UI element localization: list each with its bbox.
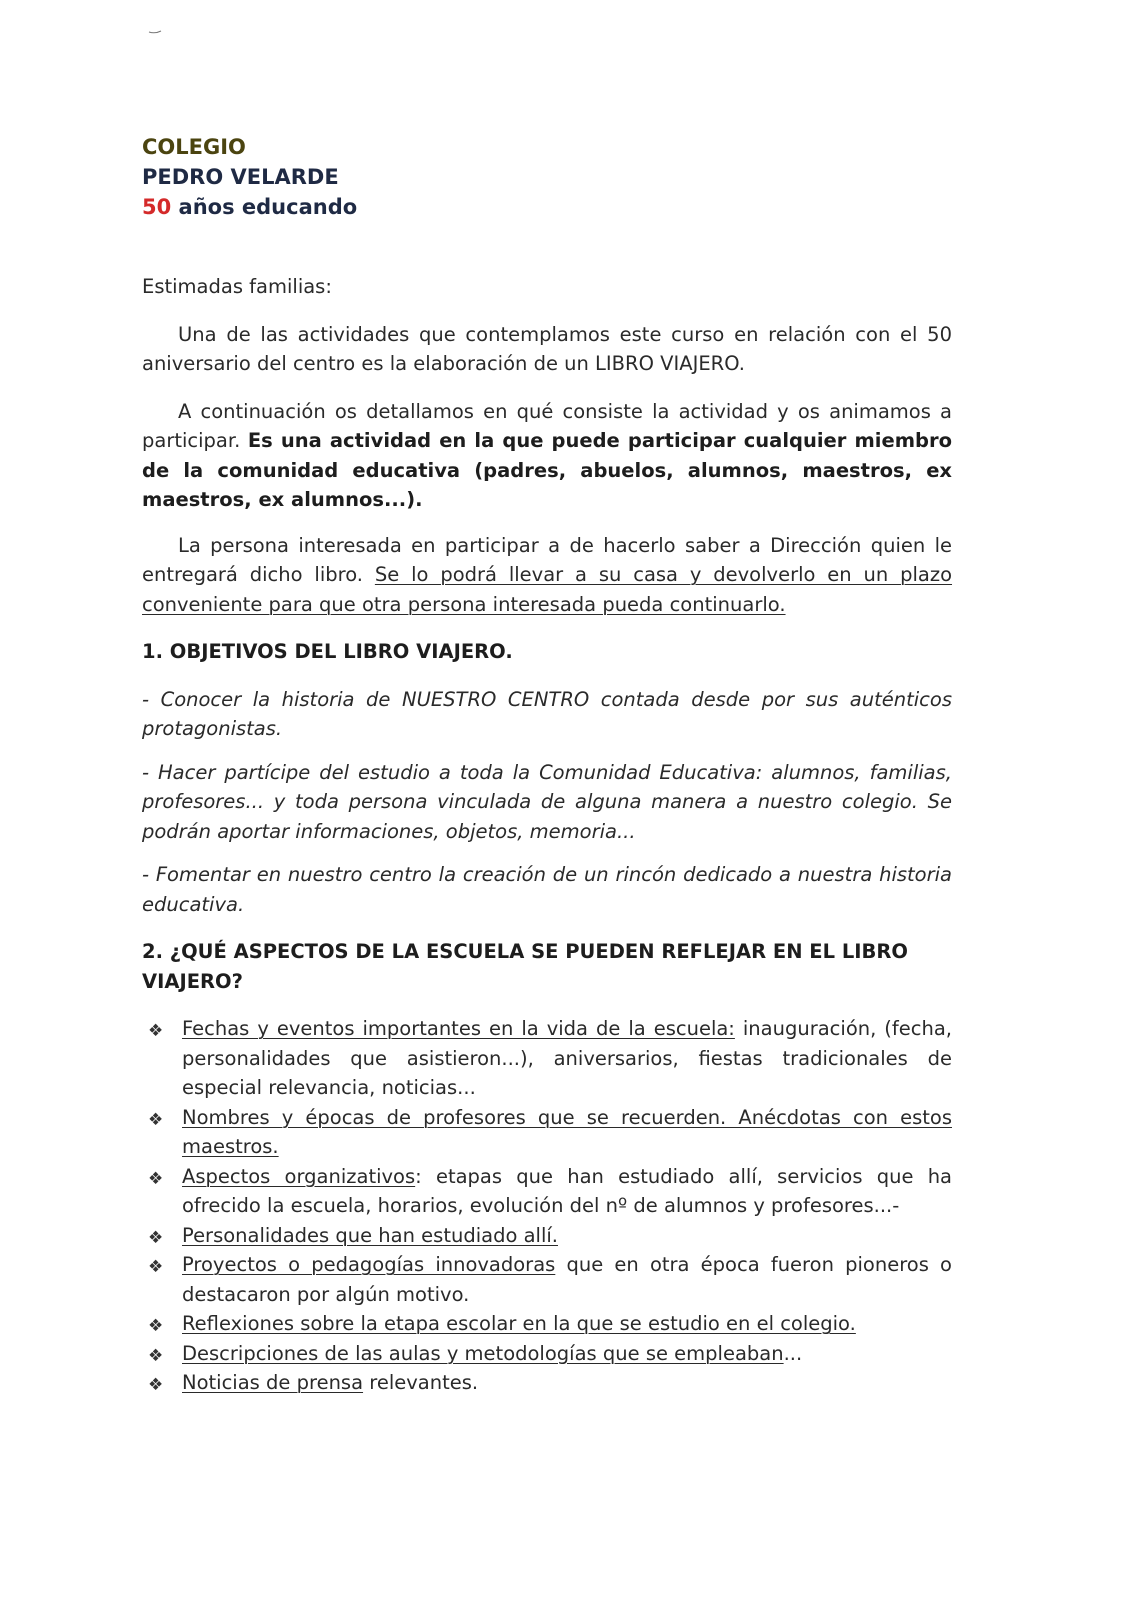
- aspect-underlined: Reflexiones sobre la etapa escolar en la que se estudio en el colegio.: [182, 1312, 856, 1335]
- intro-paragraph: Una de las actividades que contemplamos este curso en relación con el 50 aniversario del centro es la elaboración de un LIBRO VIAJERO.: [142, 322, 952, 375]
- aspect-underlined: Proyectos o pedagogías innovadoras: [182, 1253, 556, 1276]
- diamond-bullet-icon: ❖: [148, 1345, 164, 1366]
- objective-item: - Hacer partícipe del estudio a toda la Comunidad Educativa: alumnos, familias, profesores... y toda persona vinculada de alguna manera a nuestro colegio. Se podrán aportar informaciones, objetos, memoria...: [142, 760, 952, 843]
- diamond-bullet-icon: ❖: [148, 1375, 164, 1395]
- aspects-list: [142, 1014, 952, 1398]
- objective-item: - Fomentar en nuestro centro la creación de un rincón dedicado a nuestra historia educativa.: [142, 863, 952, 916]
- aspect-text: : etapas que han estudiado allí, servicios que ha ofrecido la escuela, horarios, evolución del nº de alumnos y profesores...-: [182, 1164, 953, 1217]
- aspect-text: que en otra época fueron pioneros o destacaron por algún motivo.: [182, 1253, 952, 1306]
- list-item: [142, 1103, 952, 1162]
- list-item: [142, 1162, 952, 1221]
- diamond-bullet-icon: ❖: [148, 1021, 164, 1041]
- section-objectives-title: 1. OBJETIVOS DEL LIBRO VIAJERO.: [142, 640, 513, 663]
- aspect-underlined: Personalidades que han estudiado allí.: [182, 1223, 558, 1247]
- participation-text: La persona interesada en participar a de hacerlo saber a Dirección quien le entregará dicho libro.: [142, 533, 952, 586]
- list-item: [142, 1309, 952, 1339]
- aspect-underlined: Nombres y épocas de profesores que se recuerden. Anécdotas con estos maestros.: [182, 1105, 952, 1158]
- scan-speck: [148, 30, 162, 34]
- school-label: COLEGIO: [142, 135, 246, 159]
- aspect-text: relevantes.: [363, 1371, 479, 1394]
- greeting: Estimadas familias:: [142, 275, 332, 298]
- participation-paragraph: [142, 531, 952, 620]
- activity-text: A continuación os detallamos en qué consiste la actividad y os animamos a participar.: [142, 399, 952, 452]
- anniversary-tagline: [142, 192, 952, 222]
- diamond-bullet-icon: ❖: [148, 1316, 164, 1336]
- aspect-underlined: Fechas y eventos importantes en la vida de la escuela:: [182, 1017, 735, 1040]
- participation-underlined-text: Se lo podrá llevar a su casa y devolverlo en un plazo conveniente para que otra persona interesada pueda continuarlo.: [142, 563, 953, 616]
- school-header: [142, 132, 952, 222]
- aspect-underlined: Noticias de prensa: [182, 1371, 364, 1394]
- school-name: PEDRO VELARDE: [142, 165, 339, 189]
- diamond-bullet-icon: ❖: [148, 1227, 164, 1248]
- activity-bold-text: Es una actividad en la que puede participar cualquier miembro de la comunidad educativa (padres, abuelos, alumnos, maestros, ex maestros, ex alumnos...).: [142, 429, 952, 511]
- anniversary-text: años educando: [171, 195, 358, 219]
- activity-paragraph: [142, 397, 952, 515]
- anniversary-number: 50: [142, 195, 172, 219]
- letter-page: [142, 132, 952, 1398]
- aspect-text: ...: [783, 1341, 803, 1365]
- diamond-bullet-icon: ❖: [148, 1109, 164, 1130]
- list-item: [142, 1221, 952, 1251]
- aspect-text: inauguración, (fecha, personalidades que asistieron...), aniversarios, fiestas tradicionales de especial relevancia, noticias...: [182, 1017, 952, 1099]
- diamond-bullet-icon: ❖: [148, 1168, 164, 1189]
- section-aspects-title: 2. ¿QUÉ ASPECTOS DE LA ESCUELA SE PUEDEN REFLEJAR EN EL LIBRO VIAJERO?: [142, 940, 908, 993]
- list-item: [142, 1250, 952, 1309]
- aspect-underlined: Aspectos organizativos: [182, 1164, 416, 1188]
- objective-item: - Conocer la historia de NUESTRO CENTRO contada desde por sus auténticos protagonistas.: [142, 687, 952, 740]
- diamond-bullet-icon: ❖: [148, 1257, 164, 1277]
- list-item: [142, 1339, 952, 1369]
- aspect-underlined: Descripciones de las aulas y metodologías que se empleaban: [182, 1341, 784, 1365]
- list-item: [142, 1368, 952, 1398]
- list-item: [142, 1014, 952, 1103]
